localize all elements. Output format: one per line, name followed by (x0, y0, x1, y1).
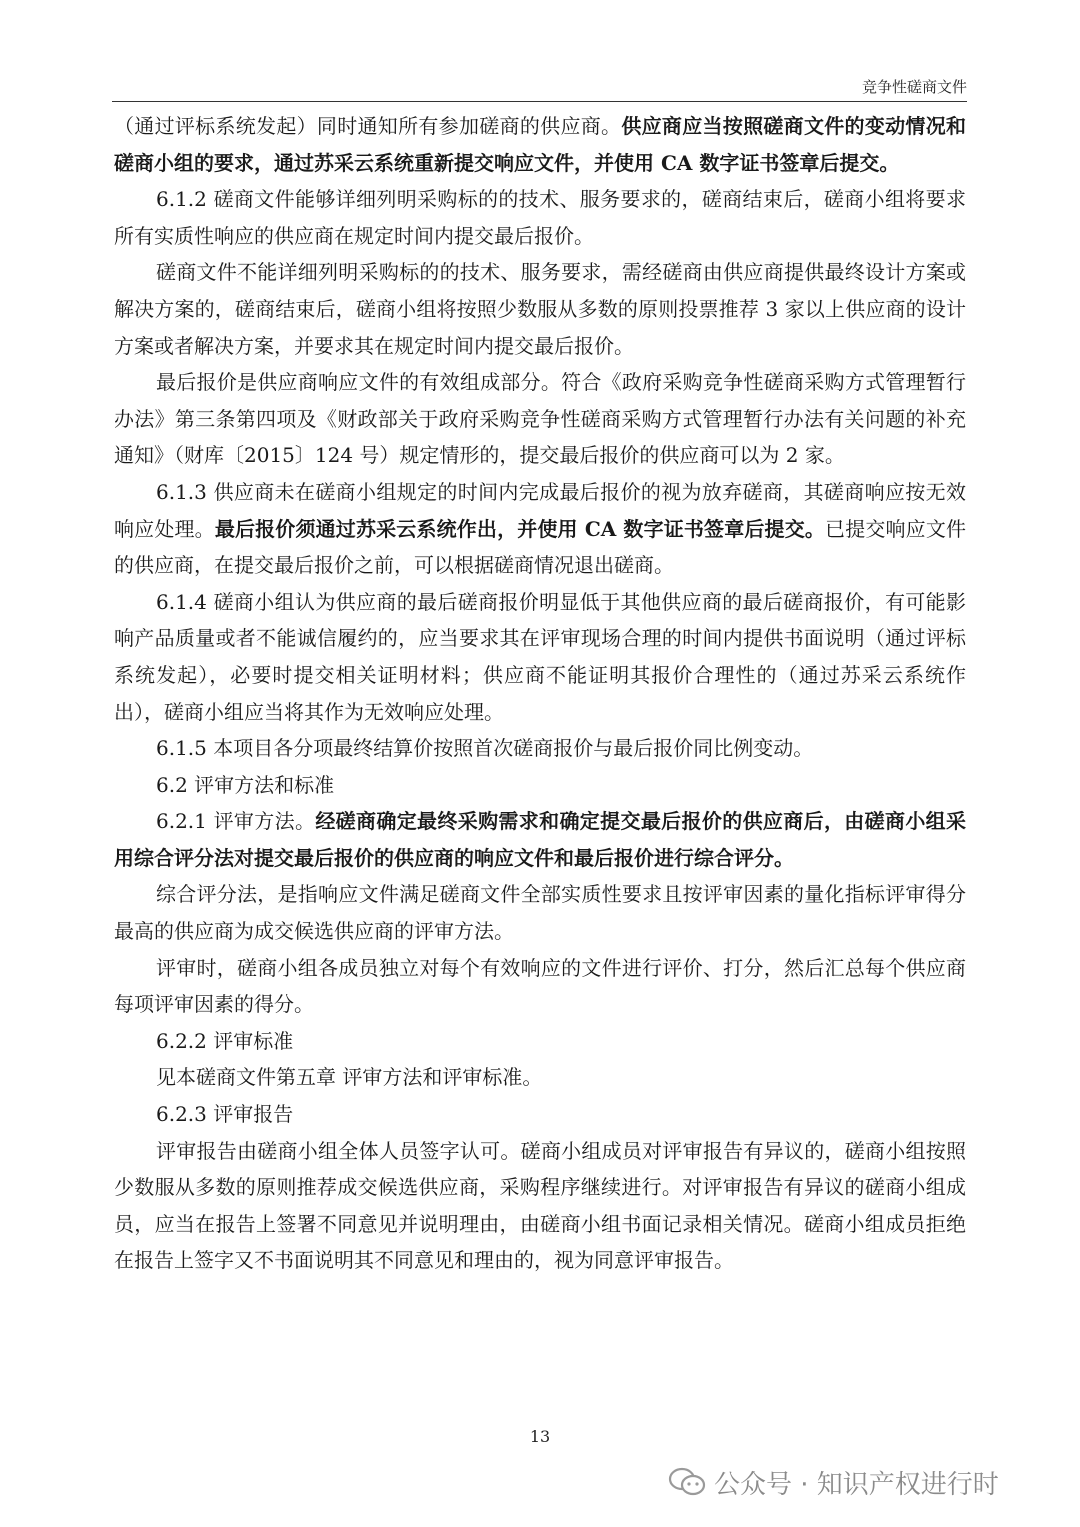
section-heading: 6.2 评审方法和标准 (156, 772, 335, 797)
paragraph: 综合评分法，是指响应文件满足磋商文件全部实质性要求且按评审因素的量化指标评审得分最高的供应商为成交候选供应商的评审方法。 (114, 882, 966, 944)
paragraph: 6.1.5 本项目各分项最终结算价按照首次磋商报价与最后报价同比例变动。 (156, 736, 814, 761)
document-body (114, 108, 966, 1279)
paragraph: （通过评标系统发起）同时通知所有参加磋商的供应商。供应商应当按照磋商文件的变动情况和磋商小组的要求，通过苏采云系统重新提交响应文件，并使用 CA 数字证书签章后提交。 (114, 114, 967, 175)
paragraph: 评审报告由磋商小组全体人员签字认可。磋商小组成员对评审报告有异议的，磋商小组按照少数服从多数的原则推荐成交候选供应商，采购程序继续进行。对评审报告有异议的磋商小组成员，应当在报告上签署不同意见并说明理由，由磋商小组书面记录相关情况。磋商小组成员拒绝在报告上签字又不书面说明其不同意见和理由的，视为同意评审报告。 (114, 1138, 966, 1273)
paragraph: 最后报价是供应商响应文件的有效组成部分。符合《政府采购竞争性磋商采购方式管理暂行办法》第三条第四项及《财政部关于政府采购竞争性磋商采购方式管理暂行办法有关问题的补充通知》（财库〔2015〕124 号）规定情形的，提交最后报价的供应商可以为 2 家。 (114, 370, 966, 468)
wechat-icon (668, 1467, 706, 1497)
section-heading: 6.2.2 评审标准 (156, 1028, 294, 1053)
header-rule (112, 101, 967, 102)
paragraph: 见本磋商文件第五章 评审方法和评审标准。 (156, 1065, 543, 1090)
page-number: 13 (529, 1427, 551, 1446)
paragraph: 磋商文件不能详细列明采购标的的技术、服务要求，需经磋商由供应商提供最终设计方案或解决方案的，磋商结束后，磋商小组将按照少数服从多数的原则投票推荐 3 家以上供应商的设计方案或者解决方案，并要求其在规定时间内提交最后报价。 (114, 260, 966, 358)
section-heading: 6.2.3 评审报告 (156, 1102, 294, 1127)
running-header: 竞争性磋商文件 (861, 78, 967, 96)
paragraph: 6.1.4 磋商小组认为供应商的最后磋商报价明显低于其他供应商的最后磋商报价，有可能影响产品质量或者不能诚信履约的，应当要求其在评审现场合理的时间内提供书面说明（通过评标系统发起），必要时提交相关证明材料；供应商不能证明其报价合理性的（通过苏采云系统作出），磋商小组应当将其作为无效响应处理。 (114, 589, 966, 724)
paragraph: 6.2.1 评审方法。经磋商确定最终采购需求和确定提交最后报价的供应商后，由磋商小组采用综合评分法对提交最后报价的供应商的响应文件和最后报价进行综合评分。 (114, 809, 967, 870)
paragraph: 6.1.2 磋商文件能够详细列明采购标的的技术、服务要求的，磋商结束后，磋商小组将要求所有实质性响应的供应商在规定时间内提交最后报价。 (114, 187, 966, 248)
paragraph: 评审时，磋商小组各成员独立对每个有效响应的文件进行评价、打分，然后汇总每个供应商每项评审因素的得分。 (114, 955, 966, 1017)
watermark-text: 公众号 · 知识产权进行时 (714, 1469, 999, 1500)
watermark (668, 1463, 999, 1501)
paragraph: 6.1.3 供应商未在磋商小组规定的时间内完成最后报价的视为放弃磋商，其磋商响应按无效响应处理。最后报价须通过苏采云系统作出，并使用 CA 数字证书签章后提交。已提交响应文件的供应商，在提交最后报价之前，可以根据磋商情况退出磋商。 (114, 479, 967, 578)
